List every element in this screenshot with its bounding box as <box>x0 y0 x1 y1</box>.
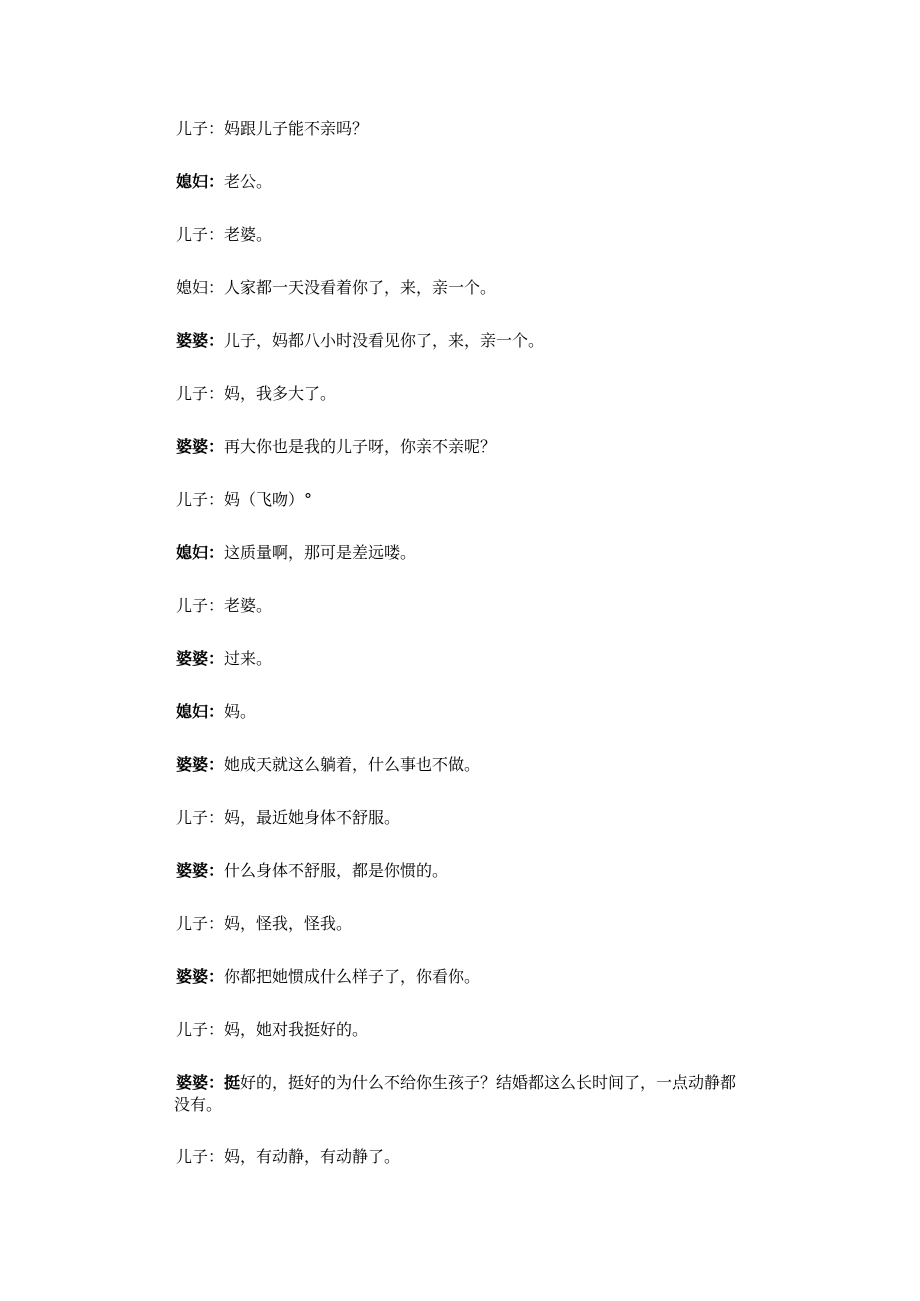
dialogue-line-20 <box>176 1146 776 1168</box>
speaker-label: 儿子： <box>176 490 225 509</box>
dialogue-text: 人家都一天没看着你了，来，亲一个。 <box>224 278 497 297</box>
dialogue-line-1 <box>176 118 776 140</box>
dialogue-text: 妈，怪我，怪我。 <box>224 914 353 933</box>
dialogue-text: 老婆。 <box>224 596 273 615</box>
dialogue-text: 妈。 <box>224 702 257 721</box>
dialogue-text: 她成天就这么躺着，什么事也不做。 <box>224 755 481 774</box>
dialogue-line-17 <box>176 966 776 988</box>
speaker-label: 婆婆： <box>176 331 225 350</box>
speaker-label: 婆婆： <box>176 1073 225 1092</box>
dialogue-line-7 <box>176 436 776 458</box>
dialogue-line-13 <box>176 754 776 776</box>
dialogue-line-5 <box>176 330 776 352</box>
dialogue-text: 妈（飞吻）° <box>224 490 313 509</box>
dialogue-line-12 <box>176 701 776 723</box>
dialogue-line-16 <box>176 913 776 935</box>
dialogue-line-2 <box>176 171 776 193</box>
dialogue-script <box>176 118 776 1199</box>
dialogue-text: 你都把她惯成什么样子了，你看你。 <box>224 967 481 986</box>
dialogue-text: 好的，挺好的为什么不给你生孩子？结婚都这么长时间了，一点动静都 <box>240 1073 737 1092</box>
speaker-label: 媳妇： <box>176 543 225 562</box>
dialogue-text: 什么身体不舒服，都是你惯的。 <box>224 861 449 880</box>
speaker-label: 儿子： <box>176 1147 225 1166</box>
dialogue-text: 老婆。 <box>224 225 273 244</box>
dialogue-line-19 <box>176 1072 776 1116</box>
dialogue-line-9 <box>176 542 776 564</box>
dialogue-text: 这质量啊，那可是差远喽。 <box>224 543 417 562</box>
dialogue-line-14 <box>176 807 776 829</box>
dialogue-text: 再大你也是我的儿子呀，你亲不亲呢？ <box>224 437 497 456</box>
dialogue-line-3 <box>176 224 776 246</box>
dialogue-line-15 <box>176 860 776 882</box>
speaker-label: 儿子： <box>176 596 225 615</box>
speaker-label: 婆婆： <box>176 649 225 668</box>
speaker-label: 儿子： <box>176 225 225 244</box>
speaker-label: 儿子： <box>176 808 225 827</box>
dialogue-line-11 <box>176 648 776 670</box>
dialogue-line-8 <box>176 489 776 511</box>
speaker-label: 婆婆： <box>176 437 225 456</box>
speaker-label: 婆婆： <box>176 967 225 986</box>
dialogue-line-4 <box>176 277 776 299</box>
speaker-label: 儿子： <box>176 384 225 403</box>
speaker-label: 儿子： <box>176 119 225 138</box>
speaker-label: 婆婆： <box>176 755 225 774</box>
dialogue-line-18 <box>176 1019 776 1041</box>
speaker-label: 儿子： <box>176 914 225 933</box>
dialogue-text: 妈，有动静，有动静了。 <box>224 1147 401 1166</box>
dialogue-text: 妈，最近她身体不舒服。 <box>224 808 401 827</box>
dialogue-text-continuation: 没有。 <box>174 1095 223 1114</box>
dialogue-text: 妈，她对我挺好的。 <box>224 1020 369 1039</box>
speaker-label: 媳妇： <box>176 702 225 721</box>
speaker-label: 媳妇： <box>176 172 225 191</box>
dialogue-text: 儿子，妈都八小时没看见你了，来，亲一个。 <box>224 331 545 350</box>
dialogue-line-6 <box>176 383 776 405</box>
speaker-label: 婆婆： <box>176 861 225 880</box>
bold-lead-char: 挺 <box>224 1073 241 1092</box>
dialogue-line-10 <box>176 595 776 617</box>
dialogue-text: 过来。 <box>224 649 273 668</box>
dialogue-text: 老公。 <box>224 172 273 191</box>
dialogue-text: 妈，我多大了。 <box>224 384 337 403</box>
speaker-label: 儿子： <box>176 1020 225 1039</box>
dialogue-text: 妈跟儿子能不亲吗？ <box>224 119 369 138</box>
speaker-label: 媳妇： <box>176 278 225 297</box>
